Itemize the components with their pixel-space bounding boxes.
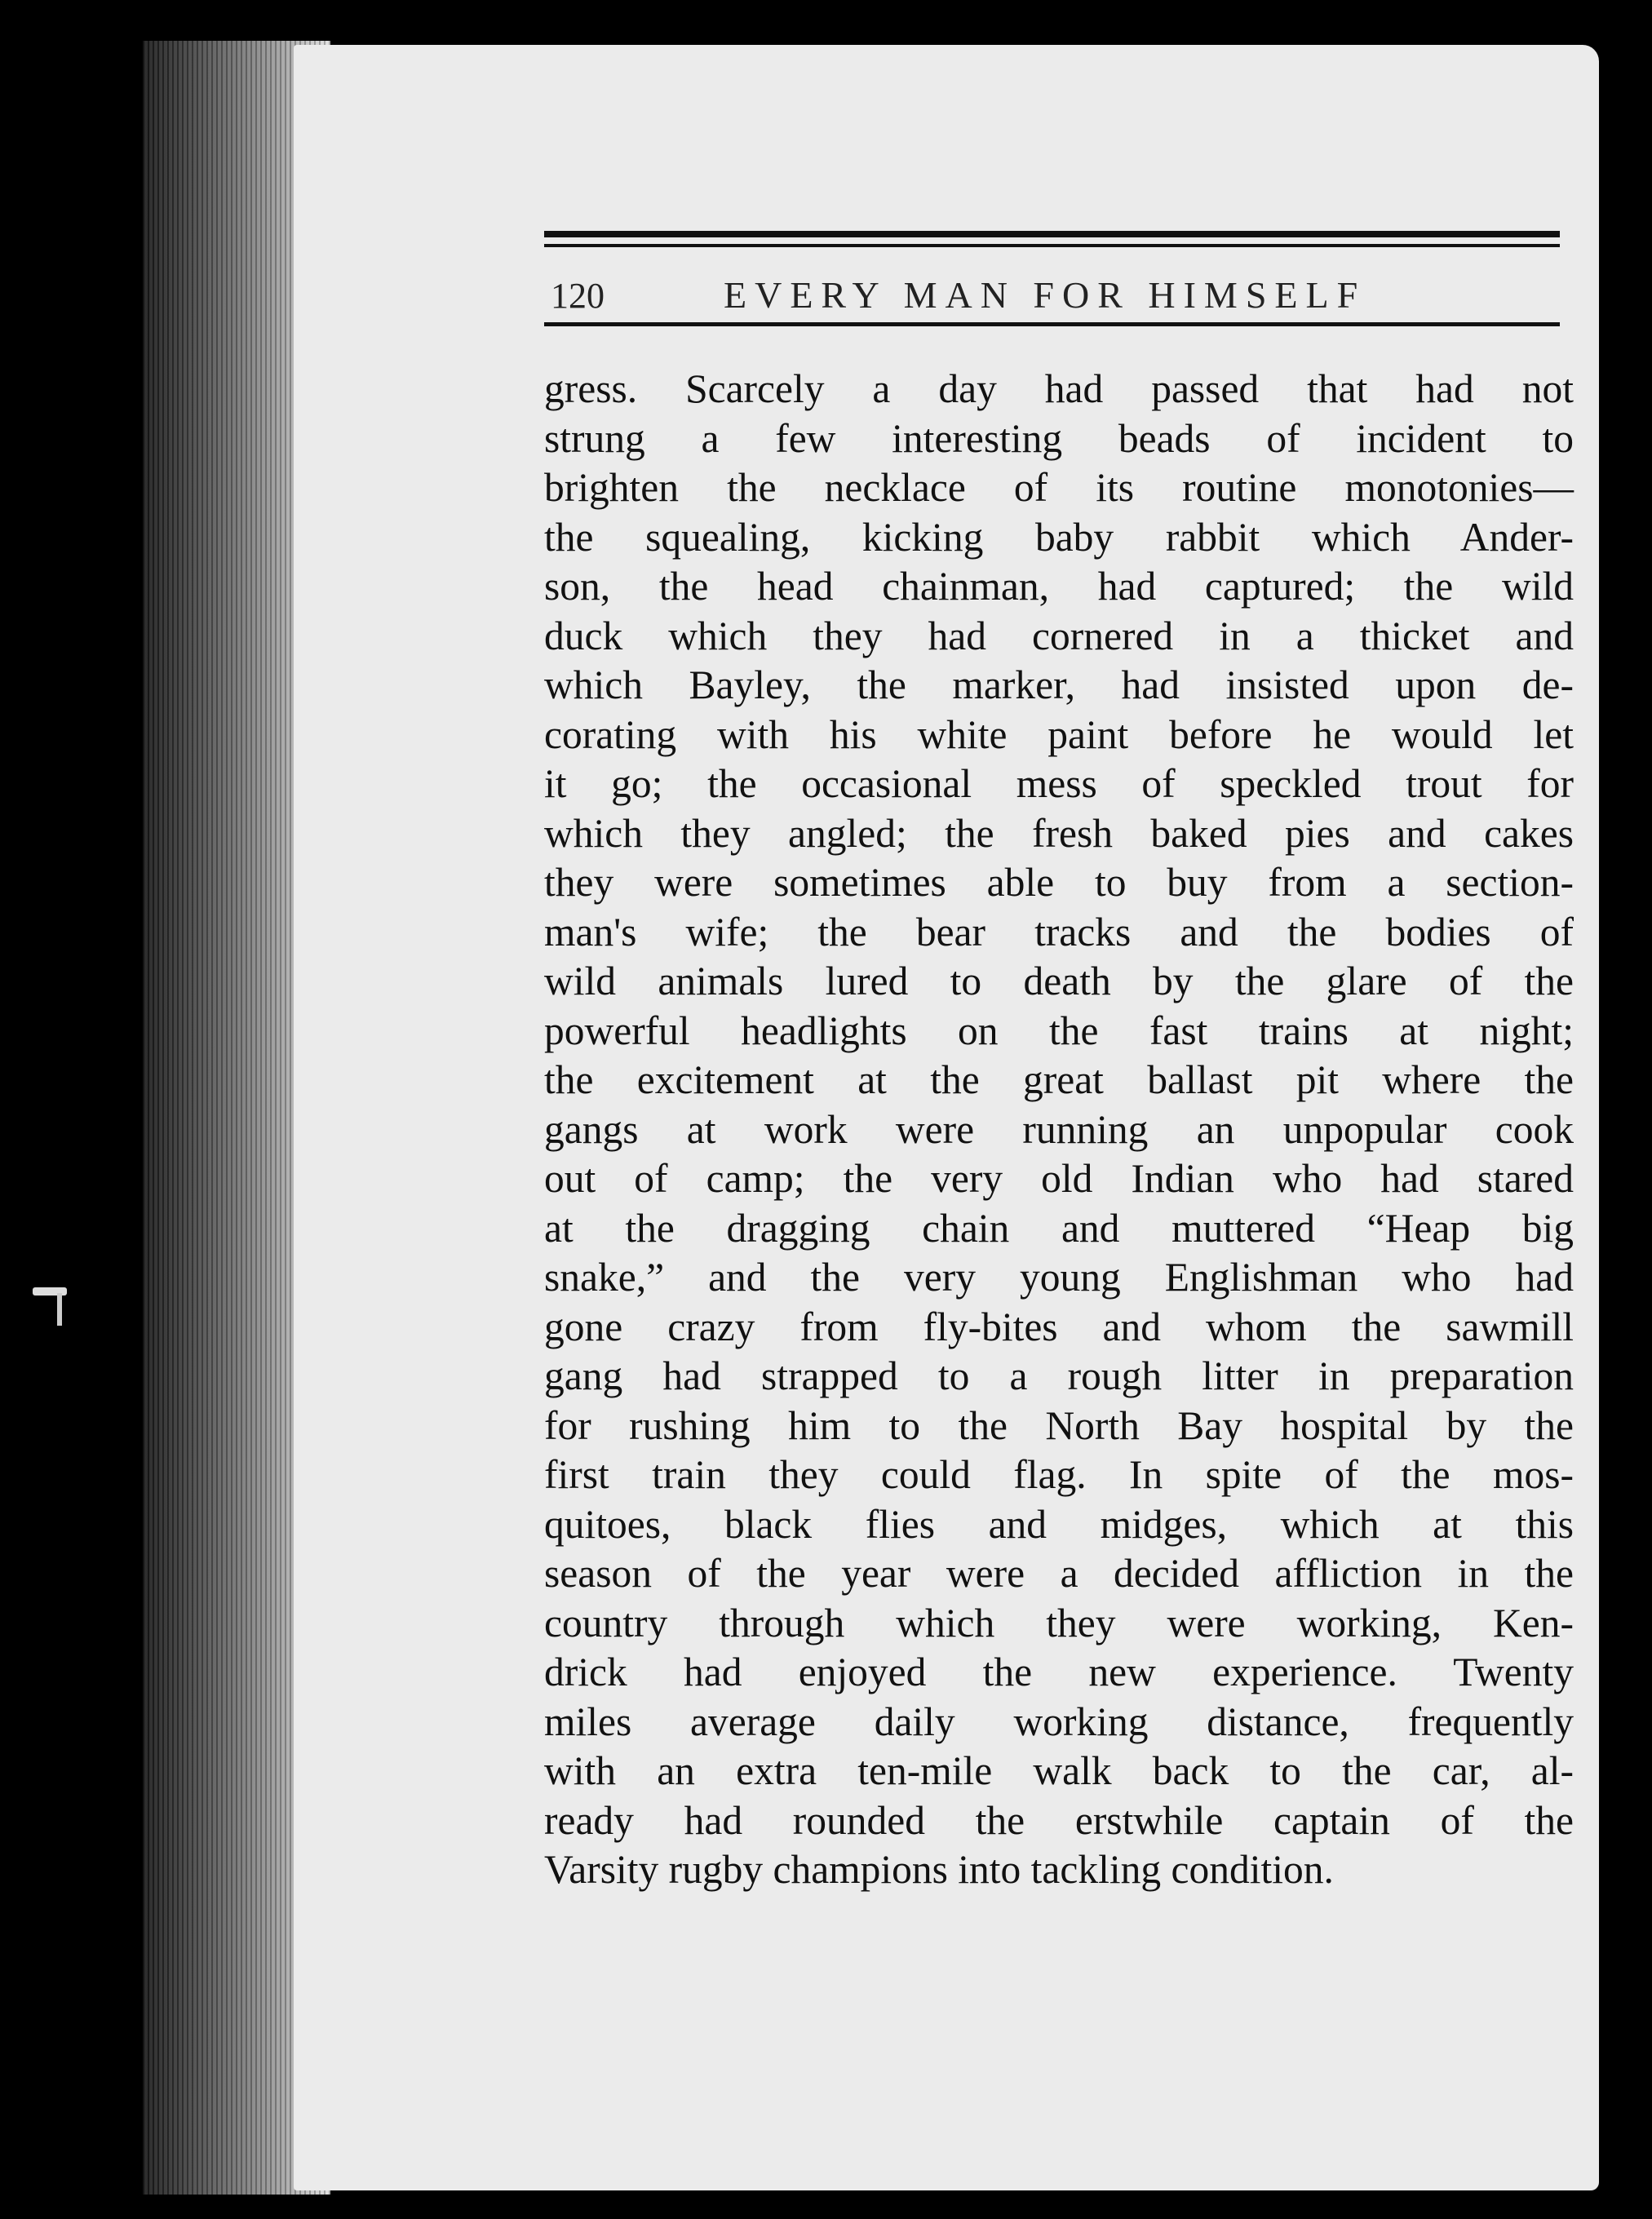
text-line: the squealing, kicking baby rabbit which Ander- bbox=[544, 514, 1574, 560]
page-header bbox=[544, 231, 1560, 326]
text-line: drick had enjoyed the new experience. Twenty bbox=[544, 1650, 1574, 1694]
text-line: brighten the necklace of its routine monotonies— bbox=[544, 465, 1574, 510]
text-line: first train they could flag. In spite of the mos- bbox=[544, 1452, 1574, 1497]
text-line: gangs at work were running an unpopular cook bbox=[544, 1106, 1574, 1152]
text-line: powerful headlights on the fast trains at night; bbox=[544, 1008, 1574, 1053]
text-line: quitoes, black flies and midges, which at this bbox=[544, 1501, 1574, 1547]
text-line: gang had strapped to a rough litter in preparation bbox=[544, 1353, 1574, 1398]
scan-artifact bbox=[57, 1293, 62, 1326]
text-line: son, the head chainman, had captured; the wild bbox=[544, 564, 1574, 609]
header-rule-thick bbox=[544, 231, 1560, 237]
text-line: they were sometimes able to buy from a section- bbox=[544, 860, 1574, 905]
text-line: out of camp; the very old Indian who had stared bbox=[544, 1156, 1574, 1201]
text-line: it go; the occasional mess of speckled trout for bbox=[544, 761, 1574, 806]
text-line: duck which they had cornered in a thicket and bbox=[544, 613, 1574, 658]
text-line: strung a few interesting beads of incident to bbox=[544, 415, 1574, 461]
text-line: corating with his white paint before he would let bbox=[544, 711, 1574, 757]
text-line: the excitement at the great ballast pit where the bbox=[544, 1057, 1574, 1102]
text-line: man's wife; the bear tracks and the bodies of bbox=[544, 909, 1574, 954]
text-line: for rushing him to the North Bay hospital by the bbox=[544, 1402, 1574, 1448]
text-line: which Bayley, the marker, had insisted upon de- bbox=[544, 662, 1574, 707]
text-line: with an extra ten-mile walk back to the car, al- bbox=[544, 1748, 1574, 1793]
running-head bbox=[544, 247, 1560, 322]
text-line: gress. Scarcely a day had passed that had not bbox=[544, 366, 1574, 411]
book-title: EVERY MAN FOR HIMSELF bbox=[724, 274, 1366, 316]
text-line: snake,” and the very young Englishman who had bbox=[544, 1255, 1574, 1300]
text-line: which they angled; the fresh baked pies and cakes bbox=[544, 810, 1574, 856]
text-line: Varsity rugby champions into tackling condition. bbox=[544, 1847, 1334, 1892]
text-line: gone crazy from fly-bites and whom the sawmill bbox=[544, 1304, 1574, 1349]
header-rule-bottom bbox=[544, 322, 1560, 326]
text-line: country through which they were working, Ken- bbox=[544, 1600, 1574, 1645]
body-text bbox=[544, 365, 1574, 1895]
text-line: ready had rounded the erstwhile captain of the bbox=[544, 1797, 1574, 1843]
text-line: at the dragging chain and muttered “Heap big bbox=[544, 1205, 1574, 1251]
text-line: season of the year were a decided affliction in the bbox=[544, 1551, 1574, 1596]
page-number: 120 bbox=[551, 276, 605, 316]
text-line: wild animals lured to death by the glare of the bbox=[544, 959, 1574, 1003]
text-line: miles average daily working distance, frequently bbox=[544, 1699, 1574, 1744]
